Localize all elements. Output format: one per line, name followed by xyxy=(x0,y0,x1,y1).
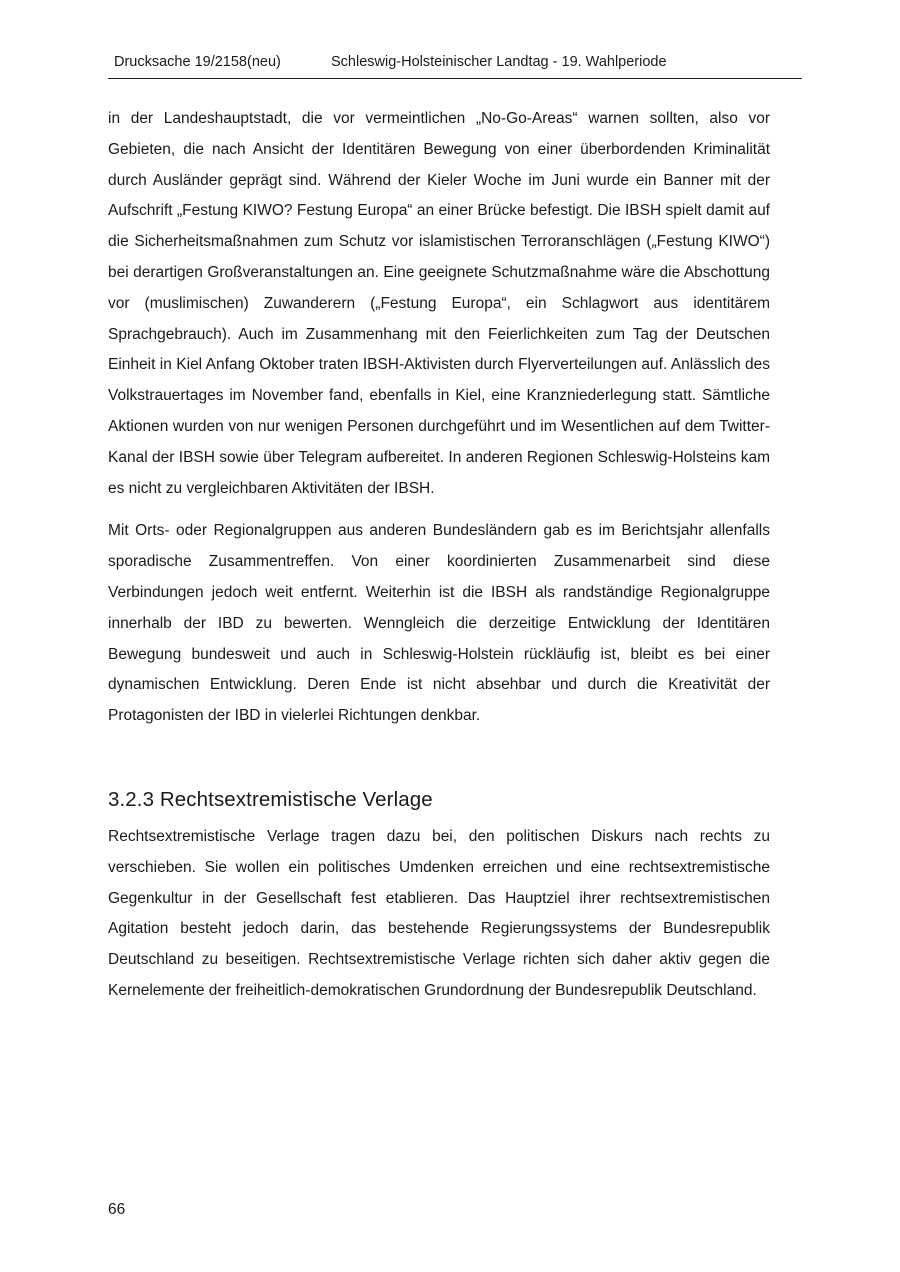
document-body xyxy=(108,104,770,1019)
page-header xyxy=(108,52,802,79)
header-title: Schleswig-Holsteinischer Landtag - 19. Wahlperiode xyxy=(331,54,667,70)
section-heading: 3.2.3 Rechtsextremistische Verlage xyxy=(108,787,433,811)
document-number: Drucksache 19/2158(neu) xyxy=(114,54,281,70)
paragraph-ibsh-actions: in der Landeshauptstadt, die vor vermeintlichen „No-Go-Areas“ warnen sollten, also vor Gebieten, die nach Ansicht der Identitären Bewegung von einer überbordenden Kriminalität durch Ausländer geprägt sind. Während der Kieler Woche im Juni wurde ein Banner mit der Aufschrift „Festung KIWO? Festung Europa“ an einer Brücke befestigt. Die IBSH spielt damit auf die Sicherheitsmaßnahmen zum Schutz vor islamistischen Terroranschlägen („Festung KIWO“) bei derartigen Großveranstaltungen an. Eine geeignete Schutzmaßnahme wäre die Abschottung vor (muslimischen) Zuwanderern („Festung Europa“, ein Schlagwort aus identitärem Sprachgebrauch). Auch im Zusammenhang mit den Feierlichkeiten zum Tag der Deutschen Einheit in Kiel Anfang Oktober traten IBSH-Aktivisten durch Flyerverteilungen auf. Anlässlich des Volkstrauertages im November fand, ebenfalls in Kiel, eine Kranzniederlegung statt. Sämtliche Aktionen wurden von nur wenigen Personen durchgeführt und im Wesentlichen auf dem Twitter-Kanal der IBSH sowie über Telegram aufbereitet. In anderen Regionen Schleswig-Holsteins kam es nicht zu vergleichbaren Aktivitäten der IBSH. xyxy=(108,110,770,497)
page-number: 66 xyxy=(108,1201,126,1218)
paragraph-verlage: Rechtsextremistische Verlage tragen dazu bei, den politischen Diskurs nach rechts zu verschieben. Sie wollen ein politisches Umdenken erreichen und eine rechtsextremistische Gegenkultur in der Gesellschaft fest etablieren. Das Hauptziel ihrer rechtsextremistischen Agitation besteht jedoch darin, das bestehende Regierungssystems der Bundesrepublik Deutschland zu beseitigen. Rechtsextremistische Verlage richten sich daher aktiv gegen die Kernelemente der freiheitlich-demokratischen Grundordnung der Bundesrepublik Deutschland. xyxy=(108,827,770,999)
paragraph-ibsh-cooperation: Mit Orts- oder Regionalgruppen aus anderen Bundesländern gab es im Berichtsjahr allenfalls sporadische Zusammentreffen. Von einer koordinierten Zusammenarbeit sind diese Verbindungen jedoch weit entfernt. Weiterhin ist die IBSH als randständige Regionalgruppe innerhalb der IBD zu bewerten. Wenngleich die derzeitige Entwicklung der Identitären Bewegung bundesweit und auch in Schleswig-Holstein rückläufig ist, bleibt es bei einer dynamischen Entwicklung. Deren Ende ist nicht absehbar und durch die Kreativität der Protagonisten der IBD in vielerlei Richtungen denkbar. xyxy=(108,522,770,725)
